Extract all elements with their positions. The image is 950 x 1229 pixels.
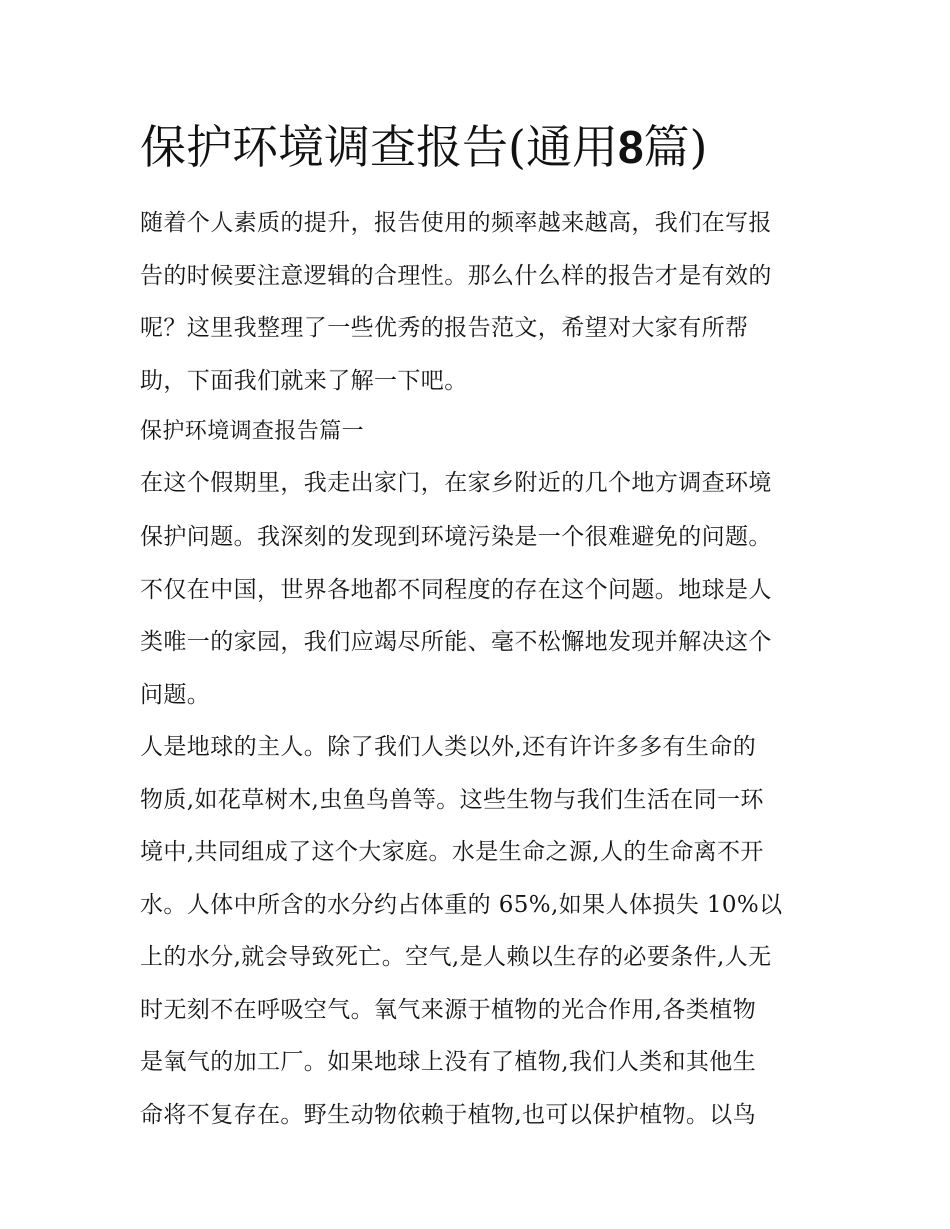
intro-paragraph <box>140 197 830 407</box>
section-heading: 保护环境调查报告篇一 <box>140 419 365 444</box>
title-prefix: 保护环境调查报告(通用 <box>140 120 618 174</box>
document-title <box>140 116 708 178</box>
paragraph-1 <box>140 455 830 721</box>
text-line: 呢？这里我整理了一些优秀的报告范文，希望对大家有所帮 <box>140 315 749 341</box>
text-line: 类唯一的家园，我们应竭尽所能、毫不松懈地发现并解决这个 <box>140 629 772 655</box>
title-suffix: 篇) <box>643 120 708 174</box>
text-line: 不仅在中国，世界各地都不同程度的存在这个问题。地球是人 <box>140 576 772 603</box>
text-line: 物质,如花草树木,虫鱼鸟兽等。这些生物与我们生活在同一环 <box>140 786 764 813</box>
text-line: 助，下面我们就来了解一下吧。 <box>140 367 468 394</box>
text-line: 上的水分,就会导致死亡。空气,是人赖以生存的必要条件,人无 <box>140 944 772 970</box>
text-line: 人是地球的主人。除了我们人类以外,还有许许多多有生命的 <box>140 734 757 760</box>
text-line: 境中,共同组成了这个大家庭。水是生命之源,人的生命离不开 <box>140 839 764 865</box>
document-body <box>140 197 830 1141</box>
title-number: 8 <box>617 121 644 173</box>
text-line: 水。人体中所含的水分约占体重的 65%,如果人体损失 10%以 <box>140 891 783 918</box>
text-line: 在这个假期里，我走出家门，在家乡附近的几个地方调查环境 <box>140 470 772 496</box>
text-line: 告的时候要注意逻辑的合理性。那么什么样的报告才是有效的 <box>140 262 772 289</box>
text-line: 命将不复存在。野生动物依赖于植物,也可以保护植物。以鸟 <box>140 1101 757 1128</box>
text-line: 保护问题。我深刻的发现到环境污染是一个很难避免的问题。 <box>140 524 772 550</box>
text-line: 随着个人素质的提升，报告使用的频率越来越高，我们在写报 <box>140 210 772 236</box>
text-line: 时无刻不在呼吸空气。氧气来源于植物的光合作用,各类植物 <box>140 996 757 1023</box>
paragraph-2 <box>140 721 830 1141</box>
text-line: 是氧气的加工厂。如果地球上没有了植物,我们人类和其他生 <box>140 1049 757 1075</box>
text-line: 问题。 <box>140 681 211 708</box>
